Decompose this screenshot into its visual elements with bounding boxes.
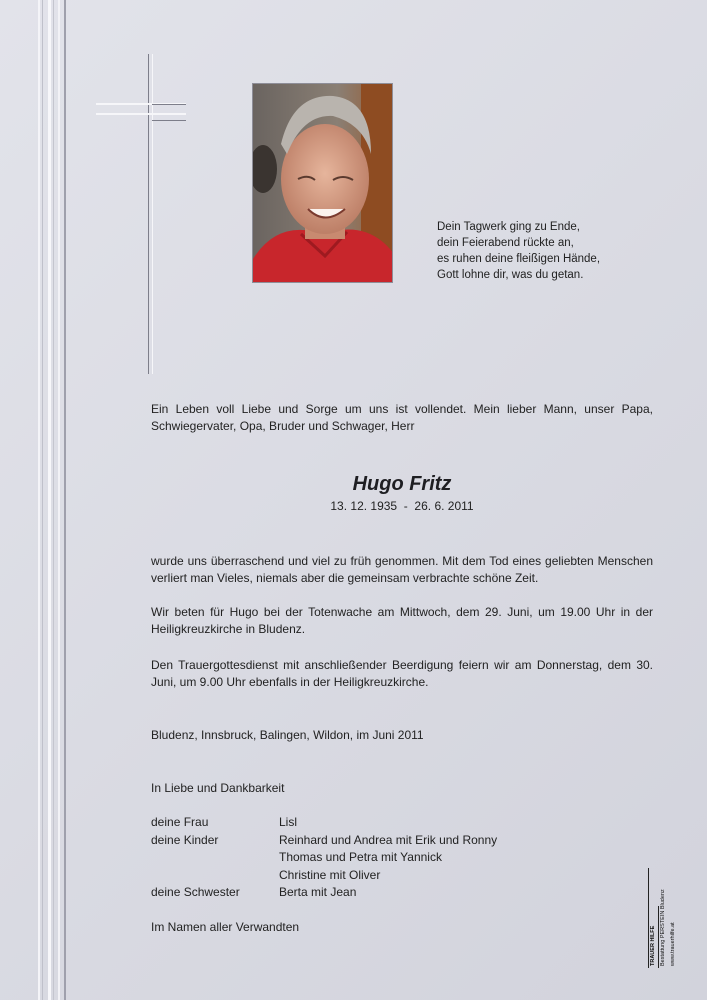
family-names: Christine mit Oliver xyxy=(279,867,381,882)
family-row xyxy=(151,867,497,885)
family-row xyxy=(151,832,497,850)
family-relation: deine Schwester xyxy=(151,885,240,899)
poem-line: Gott lohne dir, was du getan. xyxy=(437,269,584,281)
border-stripe xyxy=(42,0,43,1000)
family-relation xyxy=(151,849,279,867)
family-names: Thomas und Petra mit Yannick xyxy=(279,850,442,864)
paragraph-1: wurde uns überraschend und viel zu früh genommen. Mit dem Tod eines geliebten Menschen verliert man Vieles, niemals aber die gemeinsam verbrachte schöne Zeit. xyxy=(151,554,653,585)
border-stripe xyxy=(48,0,51,1000)
paragraph-3: Den Trauergottesdienst mit anschließender Beerdigung feiern wir am Donnerstag, dem 30. Juni, um 9.00 Uhr ebenfalls in der Heiligkreuzkirche. xyxy=(151,658,653,689)
family-row xyxy=(151,884,497,902)
family-row xyxy=(151,814,497,832)
family-names: Lisl xyxy=(279,815,298,829)
intro-text: Ein Leben voll Liebe und Sorge um uns ist vollendet. Mein lieber Mann, unser Papa, Schwiegervater, Opa, Bruder und Schwager, Herr xyxy=(151,402,653,433)
family-relation: deine Kinder xyxy=(151,832,219,847)
poem-line: es ruhen deine fleißigen Hände, xyxy=(437,253,601,265)
family-row xyxy=(151,849,497,867)
family-relation: deine Frau xyxy=(151,815,209,829)
logo-line-2: Bestattung PERSTEIN Bludenz xyxy=(660,889,666,966)
place-date: Bludenz, Innsbruck, Balingen, Wildon, im Juni 2011 xyxy=(151,728,424,742)
border-stripe xyxy=(53,0,54,1000)
family-names: Reinhard und Andrea mit Erik und Ronny xyxy=(279,832,498,847)
family-names: Berta mit Jean xyxy=(279,885,357,899)
deceased-name: Hugo Fritz xyxy=(352,473,452,495)
closing-line: In Liebe und Dankbarkeit xyxy=(151,781,285,795)
paragraph-2: Wir beten für Hugo bei der Totenwache am Mittwoch, dem 29. Juni, um 19.00 Uhr in der Heiligkreuzkirche in Bludenz. xyxy=(151,605,653,636)
border-stripe xyxy=(64,0,66,1000)
family-relation xyxy=(151,867,279,885)
border-stripe xyxy=(38,0,40,1000)
poem xyxy=(437,219,600,283)
poem-line: Dein Tagwerk ging zu Ende, xyxy=(437,221,580,233)
poem-line: dein Feierabend rückte an, xyxy=(437,237,574,249)
border-stripe xyxy=(58,0,60,1000)
relatives-line: Im Namen aller Verwandten xyxy=(151,920,300,934)
logo-line-3: www.trauerhilfe.at xyxy=(670,922,676,966)
logo-line-1: TRAUER HILFE xyxy=(650,925,656,966)
family-list xyxy=(151,814,497,902)
life-dates: 13. 12. 1935 - 26. 6. 2011 xyxy=(330,499,474,513)
portrait-photo xyxy=(252,83,393,283)
funeral-home-logo xyxy=(648,868,680,968)
